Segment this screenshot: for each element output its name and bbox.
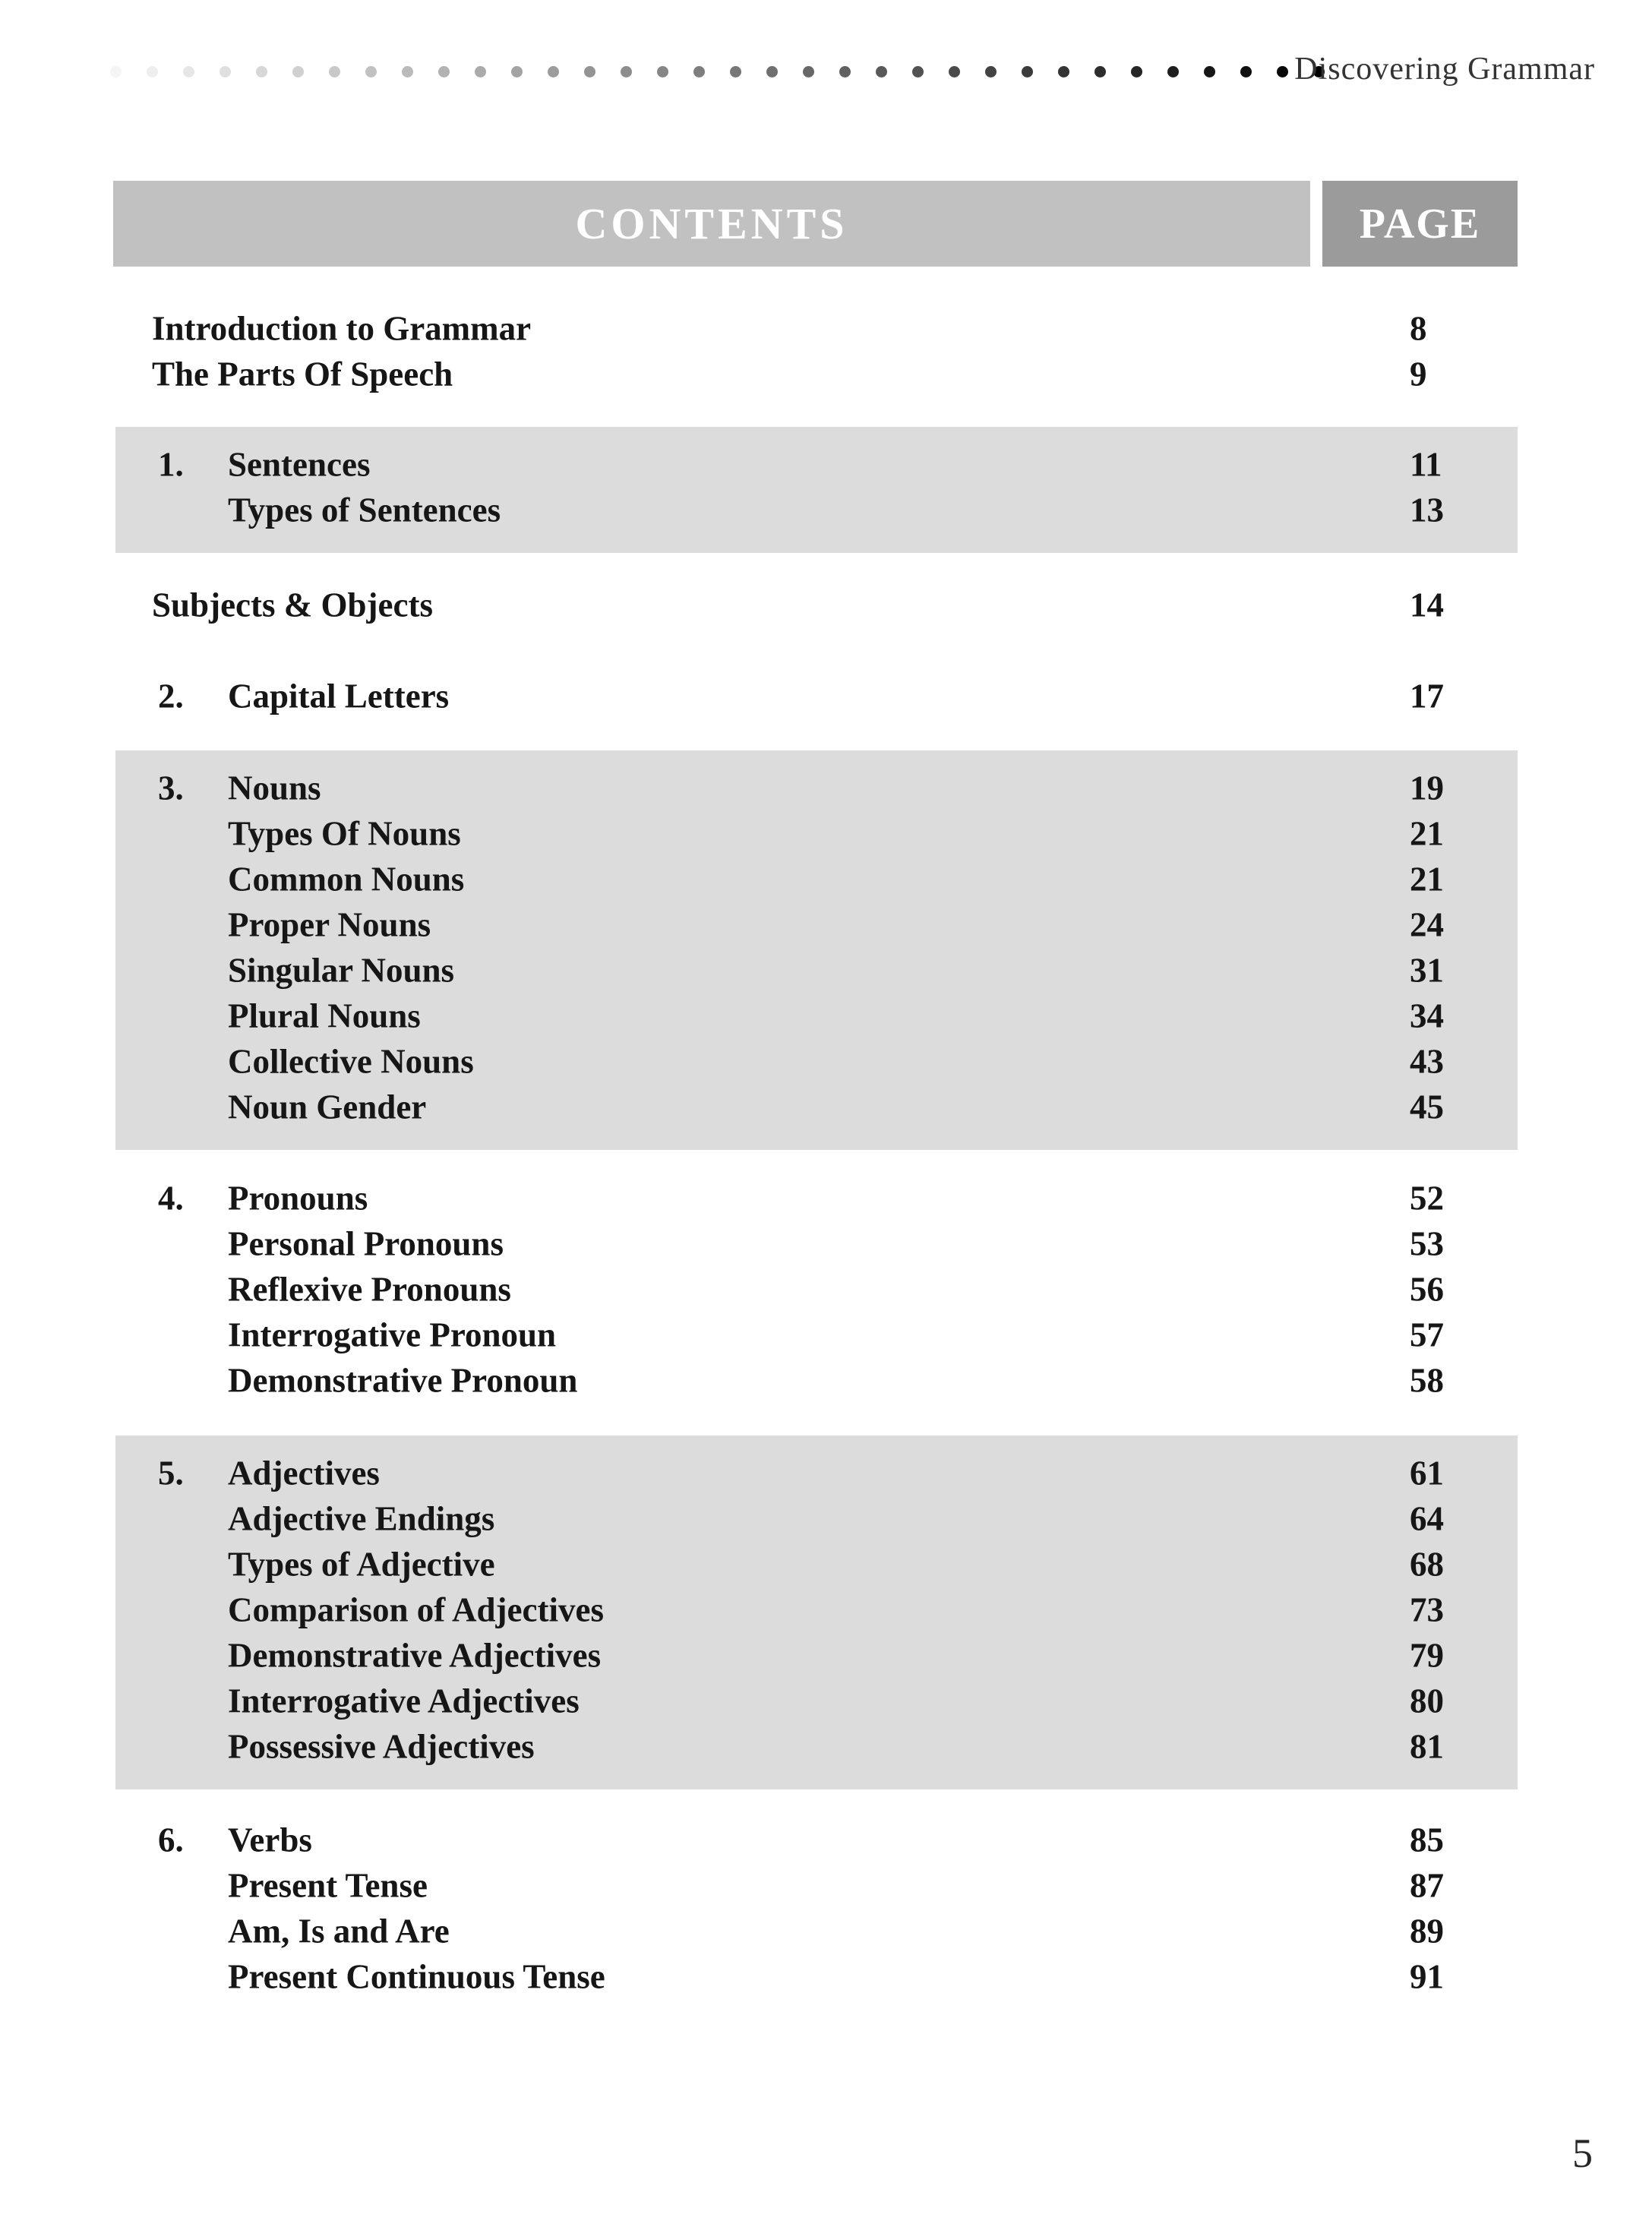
toc-row (115, 1358, 1518, 1404)
fade-dot (584, 66, 595, 77)
toc-row-number: 1. (158, 445, 184, 484)
toc-row-page: 85 (1410, 1821, 1444, 1859)
folio-page-number: 5 (1572, 2130, 1593, 2176)
toc-row-title: Personal Pronouns (228, 1224, 504, 1263)
toc-row-title: Interrogative Pronoun (228, 1315, 557, 1354)
toc-row-page: 64 (1410, 1499, 1444, 1538)
toc-row (115, 1312, 1518, 1358)
fade-dot (949, 66, 960, 77)
toc-row-page: 81 (1410, 1727, 1444, 1766)
toc-group (115, 427, 1518, 553)
toc-row-page: 80 (1410, 1682, 1444, 1720)
toc-row (115, 1818, 1518, 1863)
toc-row-title: Present Continuous Tense (228, 1957, 605, 1996)
toc-row-title: Comparison of Adjectives (228, 1590, 604, 1629)
toc-row-page: 31 (1410, 951, 1444, 990)
fade-dot (1022, 66, 1033, 77)
toc-row-page: 19 (1410, 769, 1444, 807)
toc-row-number: 6. (158, 1821, 184, 1859)
toc-row-title: Adjective Endings (228, 1499, 495, 1538)
toc-group (115, 583, 1518, 628)
toc-row-page: 57 (1410, 1315, 1444, 1354)
toc-row-page: 68 (1410, 1545, 1444, 1584)
toc-row-page: 34 (1410, 996, 1444, 1035)
fade-dot (511, 66, 523, 77)
toc-row (115, 352, 1518, 397)
toc-row-page: 73 (1410, 1590, 1444, 1629)
fade-dot (220, 66, 231, 77)
toc-row-page: 52 (1410, 1179, 1444, 1218)
toc-row (115, 1267, 1518, 1312)
toc-row-title: Demonstrative Pronoun (228, 1361, 578, 1400)
fade-dot (365, 66, 377, 77)
toc-row (115, 442, 1518, 488)
toc-row-page: 45 (1410, 1088, 1444, 1126)
toc-row-title: Collective Nouns (228, 1042, 474, 1081)
fade-dot (839, 66, 851, 77)
toc-group (115, 306, 1518, 397)
fade-dot (183, 66, 194, 77)
toc-group (115, 674, 1518, 719)
toc-row-title: The Parts Of Speech (152, 355, 453, 393)
toc-row-page: 13 (1410, 491, 1444, 529)
toc-row-title: Adjectives (228, 1454, 380, 1492)
fade-dot (876, 66, 887, 77)
fade-dot (402, 66, 413, 77)
fade-dot (1058, 66, 1069, 77)
toc-row-title: Proper Nouns (228, 905, 431, 944)
fade-dot (1277, 66, 1288, 77)
toc-row (115, 1724, 1518, 1770)
toc-row (115, 306, 1518, 352)
toc-row (115, 1176, 1518, 1221)
toc-group (115, 1818, 1518, 2000)
toc-row (115, 1587, 1518, 1633)
toc-row-number: 4. (158, 1179, 184, 1218)
toc-row-page: 87 (1410, 1866, 1444, 1905)
toc-group (115, 1176, 1518, 1404)
toc-row (115, 1542, 1518, 1587)
toc-row-title: Singular Nouns (228, 951, 455, 990)
fade-dot (730, 66, 741, 77)
toc-row-title: Subjects & Objects (152, 586, 433, 624)
toc-row-title: Capital Letters (228, 677, 450, 715)
toc-row (115, 766, 1518, 811)
toc-row-page: 56 (1410, 1270, 1444, 1309)
toc-row-title: Demonstrative Adjectives (228, 1636, 602, 1675)
toc-row (115, 1954, 1518, 2000)
fade-dot (548, 66, 559, 77)
toc-row-page: 11 (1410, 445, 1442, 484)
fade-dot (657, 66, 668, 77)
toc-row (115, 674, 1518, 719)
toc-row-page: 9 (1410, 355, 1427, 393)
toc-row-title: Verbs (228, 1821, 312, 1859)
toc-row-title: Types Of Nouns (228, 814, 461, 853)
toc-row-page: 8 (1410, 309, 1427, 348)
fade-dot (292, 66, 304, 77)
toc-row-title: Reflexive Pronouns (228, 1270, 511, 1309)
toc-row-page: 43 (1410, 1042, 1444, 1081)
toc-row-page: 14 (1410, 586, 1444, 624)
fade-dot (1094, 66, 1106, 77)
toc-row-title: Possessive Adjectives (228, 1727, 535, 1766)
toc-row (115, 993, 1518, 1039)
toc-row (115, 1085, 1518, 1130)
toc-group (115, 1436, 1518, 1789)
fade-dot (256, 66, 267, 77)
toc-row-title: Noun Gender (228, 1088, 427, 1126)
toc-row (115, 1909, 1518, 1954)
toc-row (115, 811, 1518, 857)
toc-row-number: 2. (158, 677, 184, 715)
toc-row-page: 17 (1410, 677, 1444, 715)
fade-dot (693, 66, 705, 77)
toc-row-page: 21 (1410, 814, 1444, 853)
toc-row (115, 488, 1518, 533)
toc-row-title: Plural Nouns (228, 996, 421, 1035)
toc-row-number: 5. (158, 1454, 184, 1492)
toc-row (115, 1039, 1518, 1085)
toc-row (115, 1221, 1518, 1267)
toc-row-title: Am, Is and Are (228, 1912, 450, 1950)
toc-row (115, 1679, 1518, 1724)
toc-row (115, 857, 1518, 902)
toc-row-title: Interrogative Adjectives (228, 1682, 580, 1720)
fade-dot (147, 66, 158, 77)
toc-row (115, 1451, 1518, 1496)
fade-dot (1131, 66, 1142, 77)
toc-row-page: 58 (1410, 1361, 1444, 1400)
toc-row-number: 3. (158, 769, 184, 807)
toc-row-page: 53 (1410, 1224, 1444, 1263)
toc-row-title: Nouns (228, 769, 321, 807)
toc-row-page: 21 (1410, 860, 1444, 899)
toc-row (115, 583, 1518, 628)
toc-row (115, 1863, 1518, 1909)
toc-row-title: Introduction to Grammar (152, 309, 532, 348)
toc-row-title: Present Tense (228, 1866, 428, 1905)
toc-row-page: 24 (1410, 905, 1444, 944)
toc-row (115, 1496, 1518, 1542)
fade-dot (766, 66, 778, 77)
fade-dot (475, 66, 486, 77)
fade-dot (985, 66, 997, 77)
toc-row-title: Types of Adjective (228, 1545, 495, 1584)
fade-dot (110, 66, 122, 77)
toc-row-title: Sentences (228, 445, 371, 484)
toc-row (115, 1633, 1518, 1679)
toc-row-title: Common Nouns (228, 860, 465, 899)
fade-dot (621, 66, 632, 77)
fade-dot (1204, 66, 1215, 77)
page-header-box: PAGE (1322, 181, 1518, 267)
toc-row-title: Pronouns (228, 1179, 368, 1218)
toc-row-page: 61 (1410, 1454, 1444, 1492)
fade-dot (912, 66, 924, 77)
running-header-title: Discovering Grammar (1294, 52, 1595, 87)
fade-dot (438, 66, 450, 77)
toc-row-page: 79 (1410, 1636, 1444, 1675)
fade-dot (803, 66, 814, 77)
toc-row-page: 89 (1410, 1912, 1444, 1950)
contents-header-bar: CONTENTS (113, 181, 1310, 267)
toc-row-title: Types of Sentences (228, 491, 501, 529)
fade-dot (329, 66, 340, 77)
toc-group (115, 750, 1518, 1150)
fade-dots-row (110, 66, 1350, 77)
toc-row (115, 902, 1518, 948)
fade-dot (1240, 66, 1252, 77)
toc-row (115, 948, 1518, 993)
fade-dot (1167, 66, 1179, 77)
toc-row-page: 91 (1410, 1957, 1444, 1996)
